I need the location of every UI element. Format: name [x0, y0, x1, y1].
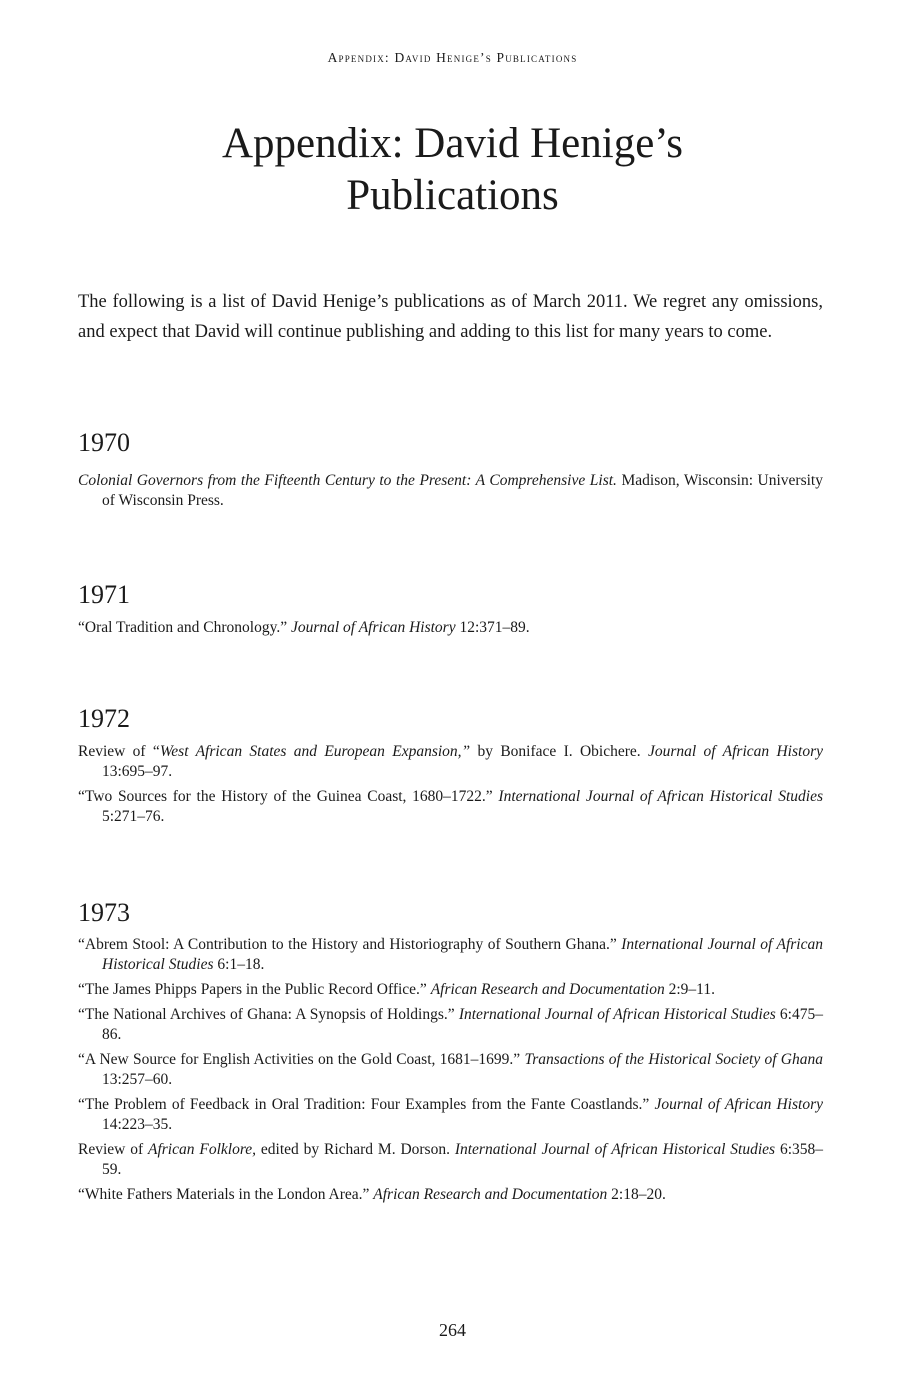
- publication-text: 6:475–86.: [102, 1006, 823, 1043]
- running-head: Appendix: David Henige’s Publications: [327, 50, 578, 65]
- publication-entry: [78, 1005, 823, 1045]
- page-title-line-1: Appendix: David Henige’s: [222, 120, 683, 167]
- publication-title-italic: International Journal of African Historical Studies: [102, 936, 823, 973]
- page-number: 264: [439, 1320, 466, 1340]
- publication-text: 12:371–89.: [455, 619, 530, 636]
- publication-text: 6:358–59.: [102, 1141, 823, 1178]
- publication-list: [78, 935, 823, 1210]
- publication-title-italic: Colonial Governors from the Fifteenth Century to the Present: A Comprehensive List.: [78, 472, 617, 489]
- publication-text: 14:223–35.: [102, 1116, 173, 1133]
- publication-text: 2:9–11.: [664, 981, 715, 998]
- publication-text: Review of “: [78, 743, 160, 760]
- publication-title-italic: African Folklore,: [148, 1141, 257, 1158]
- publication-list: [78, 471, 823, 516]
- publication-text: 13:695–97.: [102, 763, 173, 780]
- page-title: [0, 118, 905, 222]
- publication-text: “Two Sources for the History of the Guinea Coast, 1680–1722.”: [78, 788, 499, 805]
- publication-title-italic: Journal of African History: [290, 619, 456, 636]
- publication-title-italic: Journal of African History: [654, 1096, 823, 1113]
- publication-entry: [78, 1185, 823, 1205]
- intro-paragraph: The following is a list of David Henige’s publications as of March 2011. We regret any omissions, and expect that David will continue publishing and adding to this list for many years to come.: [78, 292, 823, 342]
- publication-text: “Oral Tradition and Chronology.”: [78, 619, 291, 636]
- publication-text: “The Problem of Feedback in Oral Tradition: Four Examples from the Fante Coastlands.”: [78, 1096, 655, 1113]
- publication-title-italic: International Journal of African Historical Studies: [498, 788, 823, 805]
- publication-title-italic: African Research and Documentation: [430, 981, 665, 998]
- year-heading: 1973: [78, 898, 130, 927]
- publication-text: by Boniface I. Obichere.: [470, 743, 648, 760]
- publication-entry: [78, 471, 823, 511]
- publication-title-italic: International Journal of African Historical Studies: [454, 1141, 776, 1158]
- publication-text: 6:1–18.: [213, 956, 265, 973]
- publication-entry: [78, 1050, 823, 1090]
- publication-text: edited by Richard M. Dorson.: [256, 1141, 455, 1158]
- publication-text: “A New Source for English Activities on the Gold Coast, 1681–1699.”: [78, 1051, 525, 1068]
- publication-title-italic: African Research and Documentation: [373, 1186, 608, 1203]
- publication-text: “The National Archives of Ghana: A Synopsis of Holdings.”: [78, 1006, 459, 1023]
- publication-text: Review of: [78, 1141, 148, 1158]
- publication-list: [78, 618, 823, 643]
- publication-text: 2:18–20.: [607, 1186, 666, 1203]
- page-title-line-2: Publications: [346, 172, 559, 219]
- publication-text: 5:271–76.: [102, 808, 165, 825]
- publication-title-italic: Journal of African History: [648, 743, 823, 760]
- publication-entry: [78, 618, 823, 638]
- publication-text: 13:257–60.: [102, 1071, 173, 1088]
- publication-entry: [78, 1140, 823, 1180]
- year-heading: 1970: [78, 428, 130, 457]
- publication-text: “Abrem Stool: A Contribution to the History and Historiography of Southern Ghana.”: [78, 936, 622, 953]
- publication-entry: [78, 935, 823, 975]
- publication-entry: [78, 742, 823, 782]
- publication-title-italic: Transactions of the Historical Society of Ghana: [524, 1051, 823, 1068]
- publication-text: “White Fathers Materials in the London Area.”: [78, 1186, 374, 1203]
- publication-text: Madison, Wisconsin: University of Wisconsin Press.: [102, 472, 823, 509]
- publication-entry: [78, 787, 823, 827]
- year-heading: 1971: [78, 580, 130, 609]
- publication-entry: [78, 1095, 823, 1135]
- publication-entry: [78, 980, 823, 1000]
- publication-list: [78, 742, 823, 832]
- publication-text: “The James Phipps Papers in the Public Record Office.”: [78, 981, 431, 998]
- publication-title-italic: West African States and European Expansion,”: [159, 743, 471, 760]
- publication-title-italic: International Journal of African Historical Studies: [458, 1006, 776, 1023]
- year-heading: 1972: [78, 704, 130, 733]
